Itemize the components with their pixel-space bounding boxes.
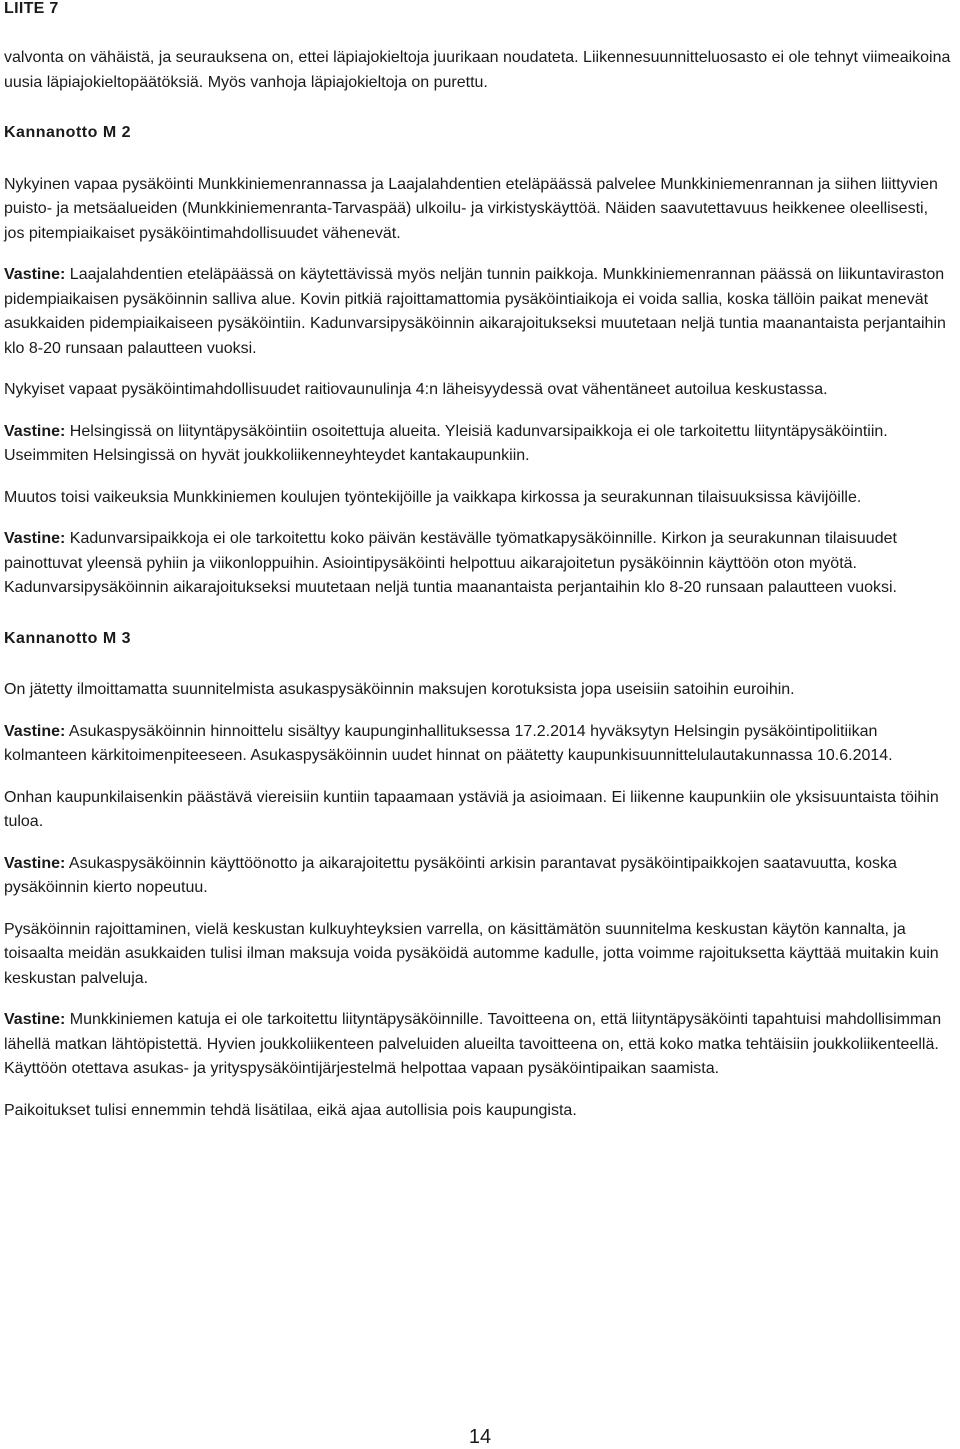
response-text: Kadunvarsipaikkoja ei ole tarkoitettu koko päivän kestävälle työmatkapysäköinnille. Kirkon ja seurakunnan tilaisuudet painottuvat yleensä pyhiin ja viikonloppuihin. Asiointipysäköinti helpottuu aikarajoitetun pysäköinnin käyttöön oton myötä. Kadunvarsipysäköinnin aikarajoitukseksi muutetaan neljä tuntia maanantaista perjantaihin klo 8-20 runsaan palautteen vuoksi. <box>4 530 897 596</box>
paragraph: valvonta on vähäistä, ja seurauksena on, ettei läpiajokieltoja juurikaan noudateta. Liikennesuunnitteluosasto ei ole tehnyt viimeaikoina uusia läpiajokieltopäätöksiä. Myös vanhoja läpiajokieltoja on purettu. <box>4 49 951 91</box>
response-text: Asukaspysäköinnin käyttöönotto ja aikarajoitettu pysäköinti arkisin parantavat pysäköintipaikkojen saatavuutta, koska pysäköinnin kierto nopeutuu. <box>4 854 897 896</box>
paragraph: On jätetty ilmoittamatta suunnitelmista asukaspysäköinnin maksujen korotuksista jopa useisiin satoihin euroihin. <box>4 681 795 698</box>
paragraph: Muutos toisi vaikeuksia Munkkiniemen koulujen työntekijöille ja vaikkapa kirkossa ja seurakunnan tilaisuuksissa kävijöille. <box>4 488 862 506</box>
response-paragraph <box>4 720 952 769</box>
paragraph: Onhan kaupunkilaisenkin päästävä viereisiin kuntiin tapaamaan ystäviä ja asioimaan. Ei liikenne kaupunkiin ole yksisuuntaista töihin tuloa. <box>4 788 939 830</box>
response-label: Vastine: <box>4 722 66 740</box>
response-paragraph <box>4 420 952 469</box>
response-label: Vastine: <box>4 422 66 440</box>
response-paragraph <box>4 852 952 901</box>
page-number: 14 <box>468 1426 492 1448</box>
response-label: Vastine: <box>4 1011 66 1028</box>
response-paragraph <box>4 263 952 361</box>
response-text: Laajalahdentien eteläpäässä on käytettävissä myös neljän tunnin paikkoja. Munkkiniemenrannan päässä on liikuntaviraston pidempiaikaisen pysäköinnin salliva alue. Kovin pitkiä rajoittamattomia pysäköintiaikoja ei voida sallia, koska tällöin paikat menevät asukkaiden pidempiaikaiseen pysäköintiin. Kadunvarsipysäköinnin aikarajoitukseksi muutetaan neljä tuntia maanantaista perjantaihin klo 8-20 runsaan palautteen vuoksi. <box>4 266 946 357</box>
response-paragraph <box>4 527 952 601</box>
response-text: Munkkiniemen katuja ei ole tarkoitettu liityntäpysäköinnille. Tavoitteena on, että liityntäpysäköinti tapahtuisi mahdollisimman lähellä matkan lähtöpistettä. Hyvien joukkoliikenteen palveluiden alueilta tavoitteena on, että koko matka tehtäisiin joukkoliikenteellä. Käyttöön otettava asukas- ja yrityspysäköintijärjestelmä helpottaa vapaan pysäköintipaikan saamista. <box>4 1011 942 1077</box>
section-heading: Kannanotto M 2 <box>4 124 131 141</box>
response-paragraph <box>4 1008 952 1082</box>
paragraph: Paikoitukset tulisi ennemmin tehdä lisätilaa, eikä ajaa autollisia pois kaupungista. <box>4 1101 577 1119</box>
paragraph: Nykyinen vapaa pysäköinti Munkkiniemenrannassa ja Laajalahdentien eteläpäässä palvelee Munkkiniemenrannan ja siihen liittyvien puisto- ja metsäalueiden (Munkkiniemenranta-Tarvaspää) ulkoilu- ja virkistyskäyttöä. Näiden saavutettavuus heikkenee oleellisesti, jos pitempiaikaiset pysäköintimahdollisuudet vähenevät. <box>4 175 938 242</box>
response-label: Vastine: <box>4 266 66 283</box>
response-text: Asukaspysäköinnin hinnoittelu sisältyy kaupunginhallituksessa 17.2.2014 hyväksytyn Helsingin pysäköintipolitiikan kolmanteen kärkitoimenpiteeseen. Asukaspysäköinnin uudet hinnat on päätetty kaupunkisuunnittelulautakunnassa 10.6.2014. <box>4 722 893 764</box>
document-body <box>4 46 952 1140</box>
response-label: Vastine: <box>4 854 66 872</box>
paragraph: Nykyiset vapaat pysäköintimahdollisuudet raitiovaunulinja 4:n läheisyydessä ovat vähentäneet autoilua keskustassa. <box>4 381 828 398</box>
response-text: Helsingissä on liityntäpysäköintiin osoitettuja alueita. Yleisiä kadunvarsipaikkoja ei ole tarkoitettu liityntäpysäköintiin. Useimmiten Helsingissä on hyvät joukkoliikenneyhteydet kantakaupunkiin. <box>4 422 888 464</box>
paragraph: Pysäköinnin rajoittaminen, vielä keskustan kulkuyhteyksien varrella, on käsittämätön suunnitelma keskustan käytön kannalta, ja toisaalta meidän asukkaiden tulisi ilman maksuja voida pysäköidä automme kadulle, jotta voimme rajoituksetta käyttää muitakin kuin keskustan palveluja. <box>4 920 939 987</box>
section-heading: Kannanotto M 3 <box>4 629 131 647</box>
attachment-label: LIITE 7 <box>4 0 59 17</box>
response-label: Vastine: <box>4 530 66 547</box>
